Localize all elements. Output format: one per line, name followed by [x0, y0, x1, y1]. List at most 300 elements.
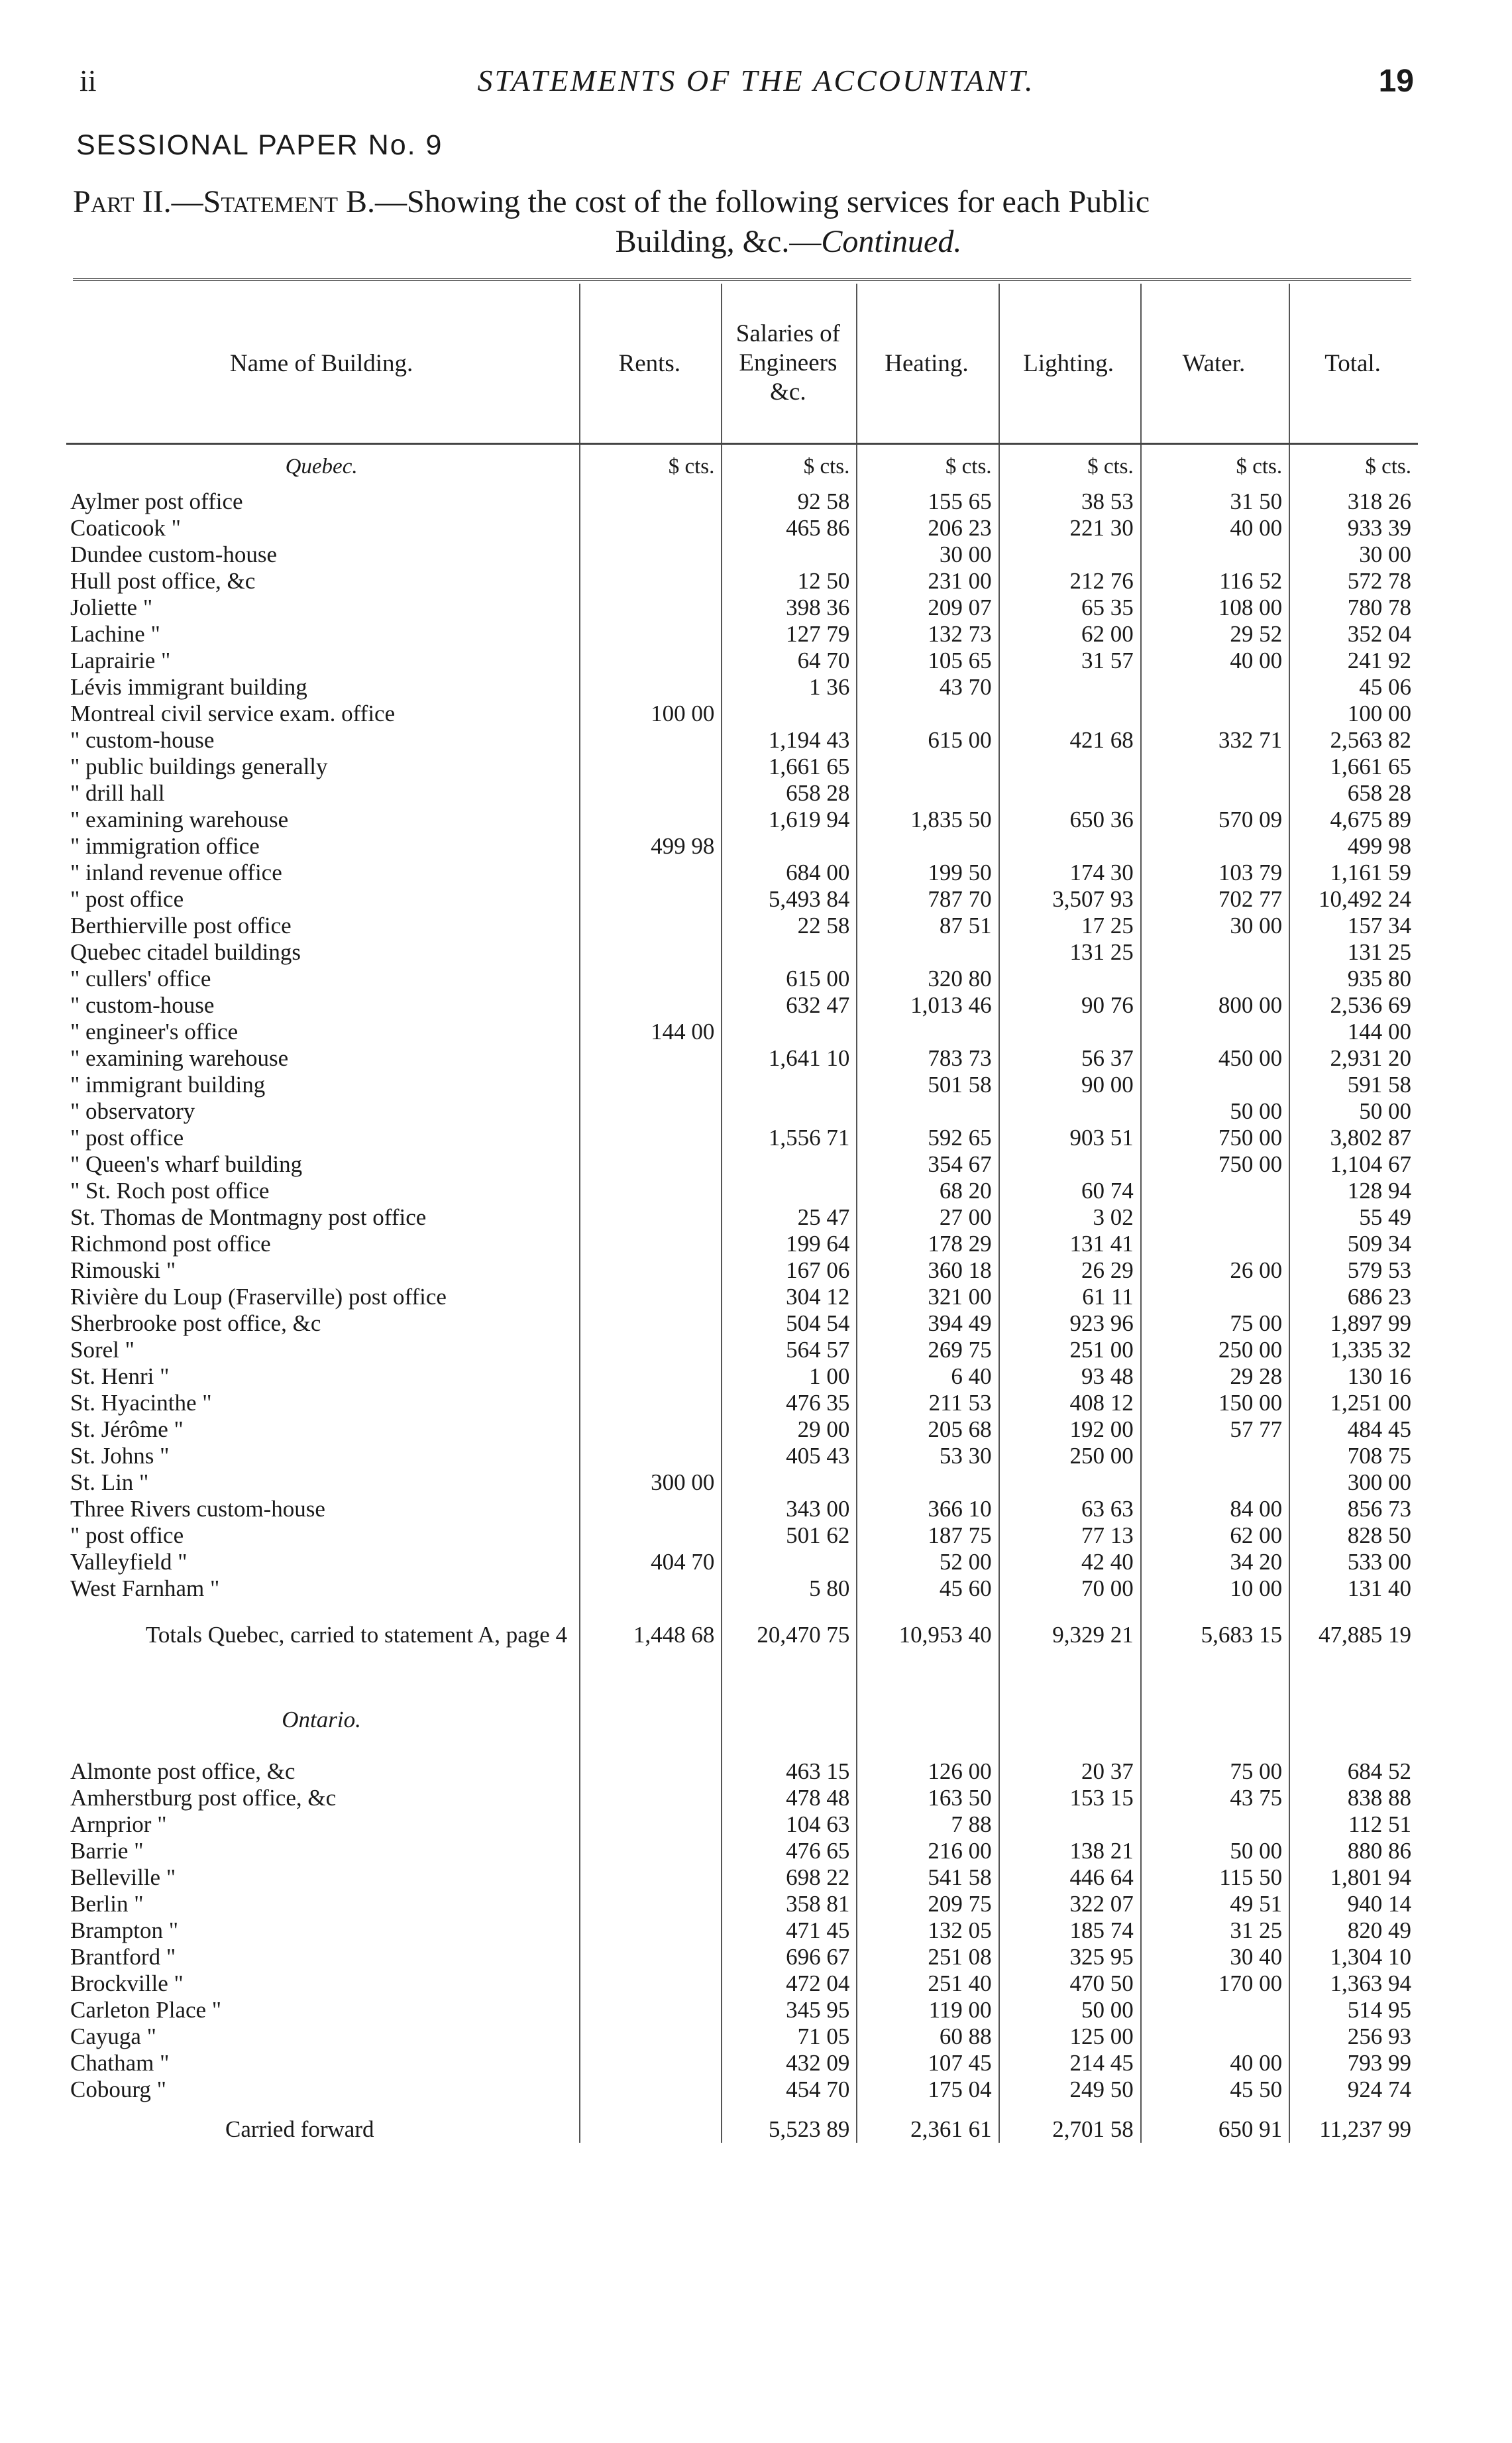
total-cell: 509 34: [1289, 1231, 1418, 1257]
building-name: Lachine ": [70, 621, 160, 647]
building-name: " cullers' office: [70, 966, 211, 992]
lighting-cell: 249 50: [999, 2076, 1141, 2103]
rents-cell: [580, 1811, 722, 1838]
water-cell: [1141, 541, 1289, 568]
spacer-cell: [66, 1733, 580, 1758]
building-name: " drill hall: [70, 780, 165, 806]
building-name: Richmond post office: [70, 1231, 271, 1257]
table-row: [66, 595, 1418, 621]
heating-cell: 107 45: [857, 2050, 999, 2076]
carried-forward-row: [66, 2103, 1418, 2143]
salaries-cell: 29 00: [722, 1416, 857, 1443]
building-name: Sorel ": [70, 1337, 135, 1363]
salaries-cell: 104 63: [722, 1811, 857, 1838]
rents-cell: 100 00: [580, 701, 722, 727]
water-cell: [1141, 1204, 1289, 1231]
heating-cell: 360 18: [857, 1257, 999, 1284]
table-row: [66, 1125, 1418, 1151]
units-cell: $ cts.: [1289, 444, 1418, 489]
salaries-cell: [722, 701, 857, 727]
table-row: [66, 1811, 1418, 1838]
table-row: [66, 1204, 1418, 1231]
rents-cell: [580, 1363, 722, 1390]
lighting-cell: [999, 674, 1141, 701]
table-row: [66, 1072, 1418, 1098]
table-row: [66, 701, 1418, 727]
heating-cell: [857, 833, 999, 860]
heading-line-2: Building, &c.—: [615, 224, 822, 259]
building-name: Carleton Place ": [70, 1997, 222, 2023]
spacer-cell: [999, 1668, 1141, 1693]
rents-cell: [580, 568, 722, 595]
table-row: [66, 648, 1418, 674]
rents-cell: [580, 1758, 722, 1785]
rents-cell: [580, 807, 722, 833]
building-name: St. Hyacinthe ": [70, 1390, 212, 1416]
building-name: St. Lin ": [70, 1469, 149, 1495]
lighting-cell: 470 50: [999, 1970, 1141, 1997]
table-row: [66, 1310, 1418, 1337]
salaries-cell: 1,619 94: [722, 807, 857, 833]
heating-cell: 30 00: [857, 541, 999, 568]
water-cell: 103 79: [1141, 860, 1289, 886]
salaries-cell: 345 95: [722, 1997, 857, 2023]
rents-cell: [580, 1151, 722, 1178]
lighting-cell: 421 68: [999, 727, 1141, 754]
salaries-cell: 1,194 43: [722, 727, 857, 754]
col-header-name: Name of Building.: [66, 284, 580, 444]
rents-cell: [580, 1390, 722, 1416]
spacer-cell: [722, 1733, 857, 1758]
rents-cell: [580, 674, 722, 701]
salaries-cell: 304 12: [722, 1284, 857, 1310]
running-title: STATEMENTS OF THE ACCOUNTANT.: [477, 64, 1035, 97]
water-cell: 34 20: [1141, 1549, 1289, 1575]
building-name: St. Henri ": [70, 1363, 170, 1389]
heating-cell: 209 07: [857, 595, 999, 621]
units-cell: $ cts.: [580, 444, 722, 489]
building-name: Quebec citadel buildings: [70, 939, 301, 965]
building-name: " examining warehouse: [70, 1045, 289, 1071]
heating-cell: 251 40: [857, 1970, 999, 1997]
rents-cell: [580, 1496, 722, 1522]
salaries-cell: 478 48: [722, 1785, 857, 1811]
lighting-cell: 63 63: [999, 1496, 1141, 1522]
water-cell: 750 00: [1141, 1125, 1289, 1151]
table-row: [66, 1231, 1418, 1257]
building-name: Rivière du Loup (Fraserville) post office: [70, 1284, 447, 1310]
total-cell: 838 88: [1289, 1785, 1418, 1811]
rents-cell: [580, 488, 722, 515]
sessional-paper-label: SESSIONAL PAPER No. 9: [76, 129, 443, 161]
spacer-cell: [722, 1668, 857, 1693]
lighting-cell: 446 64: [999, 1864, 1141, 1891]
lighting-cell: [999, 780, 1141, 807]
building-name: Cayuga ": [70, 2023, 156, 2049]
lighting-cell: 650 36: [999, 807, 1141, 833]
spacer-cell: [580, 1733, 722, 1758]
heating-cell: 209 75: [857, 1891, 999, 1917]
salaries-cell: 167 06: [722, 1257, 857, 1284]
water-cell: 45 50: [1141, 2076, 1289, 2103]
water-cell: 5,683 15: [1141, 1602, 1289, 1668]
salaries-cell: 358 81: [722, 1891, 857, 1917]
heating-cell: 175 04: [857, 2076, 999, 2103]
total-cell: 1,897 99: [1289, 1310, 1418, 1337]
spacer-row: [66, 1668, 1418, 1693]
total-cell: 30 00: [1289, 541, 1418, 568]
empty-cell: [857, 1693, 999, 1733]
lighting-cell: 42 40: [999, 1549, 1141, 1575]
water-cell: 250 00: [1141, 1337, 1289, 1363]
building-name: Arnprior ": [70, 1811, 167, 1837]
building-name: " post office: [70, 1522, 184, 1548]
building-name: Montreal civil service exam. office: [70, 701, 396, 726]
lighting-cell: 138 21: [999, 1838, 1141, 1864]
total-cell: 924 74: [1289, 2076, 1418, 2103]
total-cell: 1,801 94: [1289, 1864, 1418, 1891]
units-row: [66, 444, 1418, 489]
table-row: [66, 1997, 1418, 2023]
rents-cell: [580, 1178, 722, 1204]
spacer-cell: [1289, 1733, 1418, 1758]
lighting-cell: 3,507 93: [999, 886, 1141, 913]
water-cell: 570 09: [1141, 807, 1289, 833]
water-cell: 30 40: [1141, 1944, 1289, 1970]
rents-cell: [580, 1098, 722, 1125]
salaries-cell: 20,470 75: [722, 1602, 857, 1668]
rents-cell: [580, 1575, 722, 1602]
water-cell: 108 00: [1141, 595, 1289, 621]
building-name: Cobourg ": [70, 2076, 166, 2102]
total-cell: 856 73: [1289, 1496, 1418, 1522]
rents-cell: [580, 1337, 722, 1363]
salaries-cell: 398 36: [722, 595, 857, 621]
building-name: Coaticook ": [70, 515, 181, 541]
water-cell: [1141, 2023, 1289, 2050]
building-name: Chatham ": [70, 2050, 170, 2076]
table-row: [66, 1864, 1418, 1891]
total-cell: 940 14: [1289, 1891, 1418, 1917]
building-name: St. Jérôme ": [70, 1416, 184, 1442]
salaries-cell: 22 58: [722, 913, 857, 939]
lighting-cell: 31 57: [999, 648, 1141, 674]
salaries-cell: 5 80: [722, 1575, 857, 1602]
salaries-cell: 1 36: [722, 674, 857, 701]
section-row: [66, 1693, 1418, 1733]
table-row: [66, 674, 1418, 701]
salaries-cell: 1,556 71: [722, 1125, 857, 1151]
lighting-cell: [999, 1019, 1141, 1045]
building-name: Almonte post office, &c: [70, 1758, 296, 1784]
table-row: [66, 966, 1418, 992]
water-cell: [1141, 754, 1289, 780]
total-cell: 300 00: [1289, 1469, 1418, 1496]
table-row: [66, 2023, 1418, 2050]
section-title: Ontario.: [282, 1707, 361, 1733]
lighting-cell: 212 76: [999, 568, 1141, 595]
heating-cell: 321 00: [857, 1284, 999, 1310]
building-name: Amherstburg post office, &c: [70, 1785, 337, 1811]
water-cell: 750 00: [1141, 1151, 1289, 1178]
heating-cell: 1,013 46: [857, 992, 999, 1019]
heating-cell: 68 20: [857, 1178, 999, 1204]
building-name: " St. Roch post office: [70, 1178, 270, 1204]
heating-cell: 60 88: [857, 2023, 999, 2050]
table-row: [66, 1469, 1418, 1496]
building-name: Berthierville post office: [70, 913, 292, 938]
salaries-cell: 684 00: [722, 860, 857, 886]
water-cell: 150 00: [1141, 1390, 1289, 1416]
table-row: [66, 1151, 1418, 1178]
col-header-water: Water.: [1141, 284, 1289, 444]
water-cell: [1141, 1443, 1289, 1469]
heating-cell: [857, 754, 999, 780]
salaries-cell: [722, 1178, 857, 1204]
total-cell: 2,563 82: [1289, 727, 1418, 754]
water-cell: 450 00: [1141, 1045, 1289, 1072]
water-cell: 650 91: [1141, 2103, 1289, 2143]
lighting-cell: 174 30: [999, 860, 1141, 886]
rents-cell: [580, 780, 722, 807]
total-cell: 579 53: [1289, 1257, 1418, 1284]
lighting-cell: [999, 541, 1141, 568]
water-cell: 10 00: [1141, 1575, 1289, 1602]
heating-cell: 206 23: [857, 515, 999, 541]
empty-cell: [1141, 1693, 1289, 1733]
heating-cell: 27 00: [857, 1204, 999, 1231]
rents-cell: [580, 1944, 722, 1970]
water-cell: 30 00: [1141, 913, 1289, 939]
spacer-cell: [857, 1668, 999, 1693]
rents-cell: [580, 1891, 722, 1917]
water-cell: [1141, 833, 1289, 860]
water-cell: 29 28: [1141, 1363, 1289, 1390]
building-name: Brockville ": [70, 1970, 184, 1996]
heating-cell: 52 00: [857, 1549, 999, 1575]
salaries-cell: 615 00: [722, 966, 857, 992]
salaries-cell: [722, 1098, 857, 1125]
heating-cell: 10,953 40: [857, 1602, 999, 1668]
lighting-cell: 131 25: [999, 939, 1141, 966]
lighting-cell: [999, 966, 1141, 992]
cost-table: [66, 284, 1418, 2143]
table-row: [66, 1496, 1418, 1522]
salaries-cell: 199 64: [722, 1231, 857, 1257]
col-header-lighting: Lighting.: [999, 284, 1141, 444]
salaries-cell: 696 67: [722, 1944, 857, 1970]
table-row: [66, 1838, 1418, 1864]
rents-cell: [580, 515, 722, 541]
heating-cell: 105 65: [857, 648, 999, 674]
lighting-cell: 38 53: [999, 488, 1141, 515]
rents-cell: [580, 1284, 722, 1310]
water-cell: [1141, 1072, 1289, 1098]
heating-cell: 178 29: [857, 1231, 999, 1257]
building-name: " examining warehouse: [70, 807, 289, 832]
salaries-cell: 1 00: [722, 1363, 857, 1390]
total-cell: 3,802 87: [1289, 1125, 1418, 1151]
heating-cell: 1,835 50: [857, 807, 999, 833]
salaries-cell: 501 62: [722, 1522, 857, 1549]
water-cell: 40 00: [1141, 515, 1289, 541]
salaries-cell: [722, 939, 857, 966]
water-cell: 116 52: [1141, 568, 1289, 595]
heating-cell: 787 70: [857, 886, 999, 913]
salaries-cell: 71 05: [722, 2023, 857, 2050]
table-row: [66, 1284, 1418, 1310]
rents-cell: 404 70: [580, 1549, 722, 1575]
heating-cell: 53 30: [857, 1443, 999, 1469]
table-row: [66, 886, 1418, 913]
building-name: " immigrant building: [70, 1072, 266, 1098]
table-row: [66, 1390, 1418, 1416]
rents-cell: [580, 754, 722, 780]
total-cell: 1,335 32: [1289, 1337, 1418, 1363]
salaries-cell: [722, 1469, 857, 1496]
heating-cell: [857, 939, 999, 966]
rents-cell: [580, 886, 722, 913]
salaries-cell: 471 45: [722, 1917, 857, 1944]
rents-cell: [580, 992, 722, 1019]
rents-cell: [580, 1257, 722, 1284]
lighting-cell: 131 41: [999, 1231, 1141, 1257]
table-row: [66, 541, 1418, 568]
rents-cell: [580, 595, 722, 621]
water-cell: 332 71: [1141, 727, 1289, 754]
building-name: Three Rivers custom-house: [70, 1496, 325, 1522]
water-cell: 702 77: [1141, 886, 1289, 913]
building-name: Dundee custom-house: [70, 541, 278, 567]
water-cell: [1141, 1811, 1289, 1838]
total-cell: 47,885 19: [1289, 1602, 1418, 1668]
water-cell: 57 77: [1141, 1416, 1289, 1443]
salaries-cell: 1,641 10: [722, 1045, 857, 1072]
total-cell: 780 78: [1289, 595, 1418, 621]
heading-line-1: —Showing the cost of the following services for each Public: [375, 184, 1150, 219]
water-cell: [1141, 966, 1289, 992]
rents-cell: [580, 1416, 722, 1443]
total-cell: 533 00: [1289, 1549, 1418, 1575]
salaries-cell: 465 86: [722, 515, 857, 541]
building-name: St. Johns ": [70, 1443, 170, 1469]
salaries-cell: 343 00: [722, 1496, 857, 1522]
lighting-cell: 2,701 58: [999, 2103, 1141, 2143]
water-cell: [1141, 939, 1289, 966]
building-name: " post office: [70, 886, 184, 912]
rents-cell: [580, 1125, 722, 1151]
heading-continued: Continued.: [821, 224, 962, 259]
heating-cell: 7 88: [857, 1811, 999, 1838]
lighting-cell: 408 12: [999, 1390, 1141, 1416]
building-name: Aylmer post office: [70, 488, 243, 514]
rents-cell: [580, 913, 722, 939]
water-cell: 50 00: [1141, 1838, 1289, 1864]
lighting-cell: 923 96: [999, 1310, 1141, 1337]
heating-cell: 132 73: [857, 621, 999, 648]
lighting-cell: 65 35: [999, 595, 1141, 621]
table-row: [66, 621, 1418, 648]
table-row: [66, 1785, 1418, 1811]
salaries-cell: [722, 1151, 857, 1178]
table-row: [66, 1045, 1418, 1072]
total-cell: 708 75: [1289, 1443, 1418, 1469]
water-cell: 50 00: [1141, 1098, 1289, 1125]
lighting-cell: 26 29: [999, 1257, 1141, 1284]
salaries-cell: [722, 1019, 857, 1045]
water-cell: 800 00: [1141, 992, 1289, 1019]
heating-cell: 394 49: [857, 1310, 999, 1337]
water-cell: 170 00: [1141, 1970, 1289, 1997]
heating-cell: 2,361 61: [857, 2103, 999, 2143]
table-row: [66, 1257, 1418, 1284]
lighting-cell: 251 00: [999, 1337, 1141, 1363]
table-row: [66, 1522, 1418, 1549]
lighting-cell: 185 74: [999, 1917, 1141, 1944]
rents-cell: [580, 648, 722, 674]
rents-cell: [580, 2103, 722, 2143]
lighting-cell: 50 00: [999, 1997, 1141, 2023]
total-cell: 572 78: [1289, 568, 1418, 595]
spacer-cell: [1141, 1668, 1289, 1693]
salaries-cell: 454 70: [722, 2076, 857, 2103]
salaries-cell: [722, 833, 857, 860]
empty-cell: [580, 1693, 722, 1733]
table-row: [66, 1891, 1418, 1917]
total-cell: 318 26: [1289, 488, 1418, 515]
table-row: [66, 939, 1418, 966]
building-name: Belleville ": [70, 1864, 176, 1890]
rents-cell: [580, 1864, 722, 1891]
table-row: [66, 833, 1418, 860]
lighting-cell: 62 00: [999, 621, 1141, 648]
lighting-cell: 322 07: [999, 1891, 1141, 1917]
water-cell: 31 50: [1141, 488, 1289, 515]
heating-cell: 366 10: [857, 1496, 999, 1522]
total-cell: 1,251 00: [1289, 1390, 1418, 1416]
heating-cell: 126 00: [857, 1758, 999, 1785]
heating-cell: 251 08: [857, 1944, 999, 1970]
water-cell: [1141, 1178, 1289, 1204]
lighting-cell: 90 76: [999, 992, 1141, 1019]
total-cell: 10,492 24: [1289, 886, 1418, 913]
water-cell: [1141, 1284, 1289, 1310]
page-number-right: 19: [1378, 64, 1414, 99]
salaries-cell: 405 43: [722, 1443, 857, 1469]
total-cell: 256 93: [1289, 2023, 1418, 2050]
total-cell: 658 28: [1289, 780, 1418, 807]
rents-cell: 300 00: [580, 1469, 722, 1496]
lighting-cell: 93 48: [999, 1363, 1141, 1390]
building-name: " engineer's office: [70, 1019, 239, 1045]
water-cell: [1141, 780, 1289, 807]
table-row: [66, 1443, 1418, 1469]
table-row: [66, 780, 1418, 807]
heating-cell: 615 00: [857, 727, 999, 754]
building-name: Carried forward: [225, 2116, 374, 2142]
building-name: Brampton ": [70, 1917, 179, 1943]
rents-cell: [580, 1785, 722, 1811]
total-cell: 55 49: [1289, 1204, 1418, 1231]
rents-cell: [580, 1838, 722, 1864]
total-cell: 45 06: [1289, 674, 1418, 701]
water-cell: 115 50: [1141, 1864, 1289, 1891]
water-cell: 40 00: [1141, 2050, 1289, 2076]
salaries-cell: 658 28: [722, 780, 857, 807]
total-cell: 933 39: [1289, 515, 1418, 541]
spacer-cell: [580, 1668, 722, 1693]
heating-cell: [857, 701, 999, 727]
